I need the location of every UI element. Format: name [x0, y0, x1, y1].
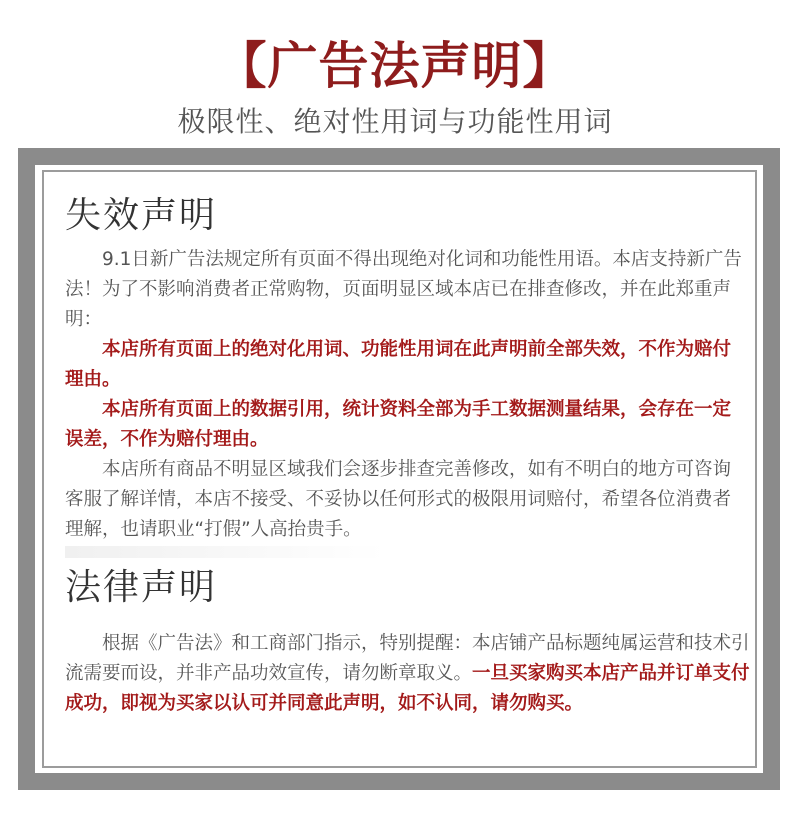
paragraph-line: 根据《广告法》和工商部门指示，特别提醒：本店铺产品标题纯属运营和技术引 — [102, 633, 750, 654]
emphasis-line: 理由。 — [65, 369, 121, 390]
legal-notice-body — [65, 629, 750, 719]
paragraph-line: 法！为了不影响消费者正常购物，页面明显区域本店已在排查修改，并在此郑重声 — [65, 279, 732, 300]
paragraph-line: 明： — [65, 309, 103, 330]
paragraph-line: 理解，也请职业“打假”人高抬贵手。 — [65, 519, 362, 540]
paragraph-line — [65, 659, 750, 689]
page-subtitle: 极限性、绝对性用词与功能性用词 — [177, 105, 613, 138]
emphasis-line: 本店所有页面上的绝对化用词、功能性用词在此声明前全部失效，不作为赔付 — [102, 339, 732, 360]
paragraph-line: 本店所有商品不明显区域我们会逐步排查完善修改，如有不明白的地方可咨询 — [102, 459, 732, 480]
paragraph-line: 客服了解详情，本店不接受、不妥协以任何形式的极限用词赔付，希望各位消费者 — [65, 489, 732, 510]
invalid-notice-heading: 失效声明 — [65, 195, 218, 236]
emphasis-text: 一旦买家购买本店产品并订单支付 — [472, 663, 750, 684]
legal-notice-heading: 法律声明 — [65, 567, 218, 608]
emphasis-line: 误差，不作为赔付理由。 — [65, 429, 269, 450]
emphasis-line: 成功，即视为买家以认可并同意此声明，如不认同，请勿购买。 — [65, 693, 584, 714]
paragraph-line: 9.1日新广告法规定所有页面不得出现绝对化词和功能性用语。本店支持新广告 — [102, 249, 742, 270]
invalid-notice-body — [65, 245, 750, 545]
page-title: 【广告法声明】 — [216, 37, 574, 95]
section-divider — [65, 546, 385, 558]
paragraph-text: 流需要而设，并非产品功效宣传，请勿断章取义。 — [65, 663, 473, 684]
emphasis-line: 本店所有页面上的数据引用，统计资料全部为手工数据测量结果，会存在一定 — [102, 399, 732, 420]
